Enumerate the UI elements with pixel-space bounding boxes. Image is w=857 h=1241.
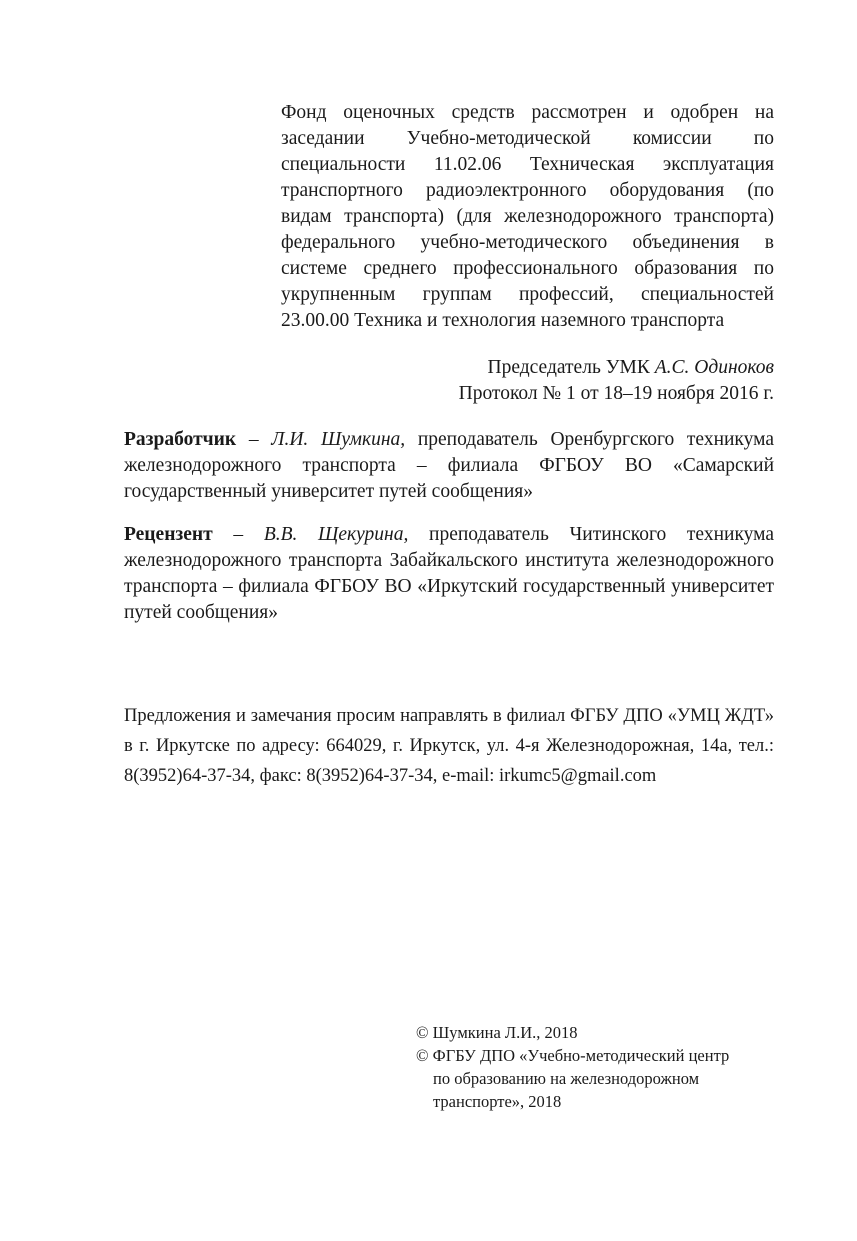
chair-name: А.С. Одиноков bbox=[654, 357, 774, 378]
copyright-publisher-cont1: по образованию на железнодорожном bbox=[433, 1069, 700, 1088]
chair-line bbox=[459, 355, 774, 381]
reviewer-name: В.В. Щекурина, bbox=[263, 524, 409, 545]
contacts-text: Предложения и замечания просим направлять в филиал ФГБУ ДПО «УМЦ ЖДТ» в г. Иркутске по адресу: 664029, г. Иркутск, ул. 4-я Железнодорожная, 14а, тел.: 8(3952)64-37-34, факс: 8(3952)64-37-34, e-mail: irkumc5@gmail.com bbox=[124, 706, 774, 786]
reviewer-dash: – bbox=[212, 524, 264, 545]
reviewer-credit bbox=[124, 522, 774, 626]
developer-dash: – bbox=[236, 429, 272, 450]
copyright-publisher: © ФГБУ ДПО «Учебно-методический центр bbox=[416, 1046, 730, 1065]
contacts-note bbox=[124, 701, 774, 791]
developer-name: Л.И. Шумкина, bbox=[271, 429, 406, 450]
reviewer-text: преподаватель Читинского техникума железнодорожного транспорта Забайкальского института железнодорожного транспорта – филиала ФГБОУ ВО «Иркутский государственный университет путей сообщения» bbox=[124, 524, 775, 623]
developer-credit bbox=[124, 427, 774, 505]
developer-label: Разработчик bbox=[124, 429, 237, 450]
developer-text: преподаватель Оренбургского техникума железнодорожного транспорта – филиала ФГБОУ ВО «Самарский государственный университет путей сообщения» bbox=[124, 429, 774, 502]
copyright-author: © Шумкина Л.И., 2018 bbox=[416, 1023, 578, 1042]
protocol-line: Протокол № 1 от 18–19 ноября 2016 г. bbox=[458, 383, 774, 404]
approval-text: Фонд оценочных средств рассмотрен и одобрен на заседании Учебно-методической комиссии по специальности 11.02.06 Техническая эксплуатация транспортного радиоэлектронного оборудования (по видам транспорта) (для железнодорожного транспорта) федерального учебно-методического объединения в системе среднего профессионального образования по укрупненным группам профессий, специальностей 23.00.00 Техника и технология наземного транспорта bbox=[281, 102, 774, 331]
chair-prefix: Председатель УМК bbox=[487, 357, 655, 378]
approval-signature bbox=[459, 355, 774, 407]
approval-note bbox=[281, 100, 774, 334]
copyright-publisher-cont2: транспорте», 2018 bbox=[433, 1092, 562, 1111]
copyright-block bbox=[416, 1021, 796, 1113]
reviewer-label: Рецензент bbox=[124, 524, 213, 545]
